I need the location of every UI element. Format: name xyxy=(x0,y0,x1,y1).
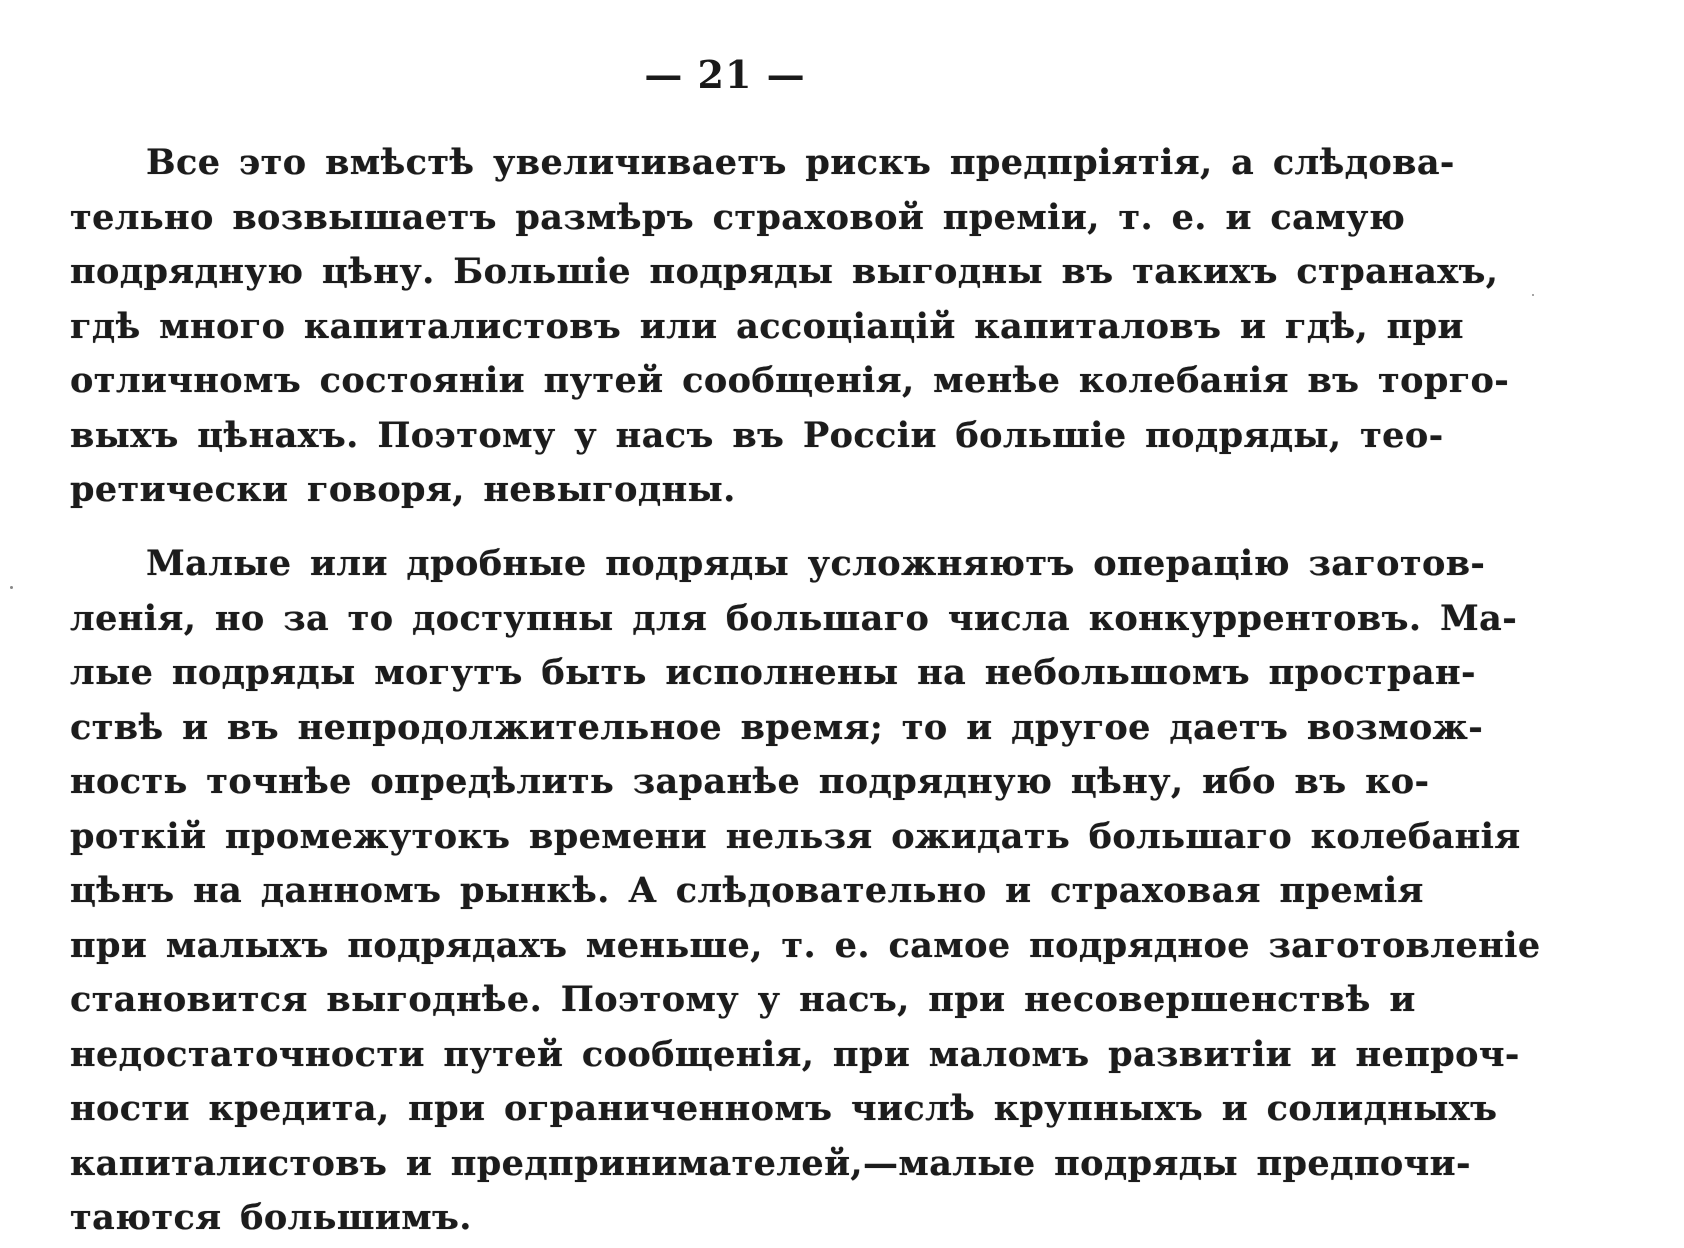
text-line: капиталистовъ и предпринимателей,—малые подряды предпочи- xyxy=(70,1142,1471,1184)
page-number: — 21 — xyxy=(644,52,806,97)
paragraph-2 xyxy=(70,537,1541,1246)
text-line: роткій промежутокъ времени нельзя ожидать большаго колебанія xyxy=(70,815,1521,857)
text-line: лые подряды могутъ быть исполнены на небольшомъ простран- xyxy=(70,652,1476,693)
scan-speck xyxy=(10,586,13,589)
text-line: гдѣ много капиталистовъ или ассоціацій капиталовъ и гдѣ, при xyxy=(70,305,1464,347)
text-line: Все это вмѣстѣ увеличиваетъ рискъ предпріятія, а слѣдова- xyxy=(146,142,1455,183)
text-line: цѣнъ на данномъ рынкѣ. А слѣдовательно и страховая премія xyxy=(70,870,1424,911)
text-line: подрядную цѣну. Большіе подряды выгодны въ такихъ странахъ, xyxy=(70,251,1499,292)
text-line: Малые или дробные подряды усложняютъ операцію заготов- xyxy=(146,543,1486,584)
text-line: при малыхъ подрядахъ меньше, т. е. самое подрядное заготовленіе xyxy=(70,924,1541,966)
text-line: ность точнѣе опредѣлить заранѣе подрядную цѣну, ибо въ ко- xyxy=(70,761,1430,802)
text-line: ленія, но за то доступны для большаго числа конкуррентовъ. Ма- xyxy=(70,597,1518,639)
text-line: тельно возвышаетъ размѣръ страховой преміи, т. е. и самую xyxy=(70,196,1406,238)
text-line: таются большимъ. xyxy=(70,1197,472,1238)
text-line: ствѣ и въ непродолжительное время; то и другое даетъ возмож- xyxy=(70,706,1484,748)
text-line: отличномъ состояніи путей сообщенія, менѣе колебанія въ торго- xyxy=(70,360,1510,401)
text-line: выхъ цѣнахъ. Поэтому у насъ въ Россіи большіе подряды, тео- xyxy=(70,414,1444,456)
paragraph-1 xyxy=(70,136,1510,518)
text-line: ности кредита, при ограниченномъ числѣ крупныхъ и солидныхъ xyxy=(70,1088,1498,1129)
text-line: недостаточности путей сообщенія, при маломъ развитіи и непроч- xyxy=(70,1033,1520,1075)
scan-speck xyxy=(1532,294,1534,296)
text-line: ретически говоря, невыгодны. xyxy=(70,469,736,510)
text-line: становится выгоднѣе. Поэтому у насъ, при несовершенствѣ и xyxy=(70,979,1416,1020)
